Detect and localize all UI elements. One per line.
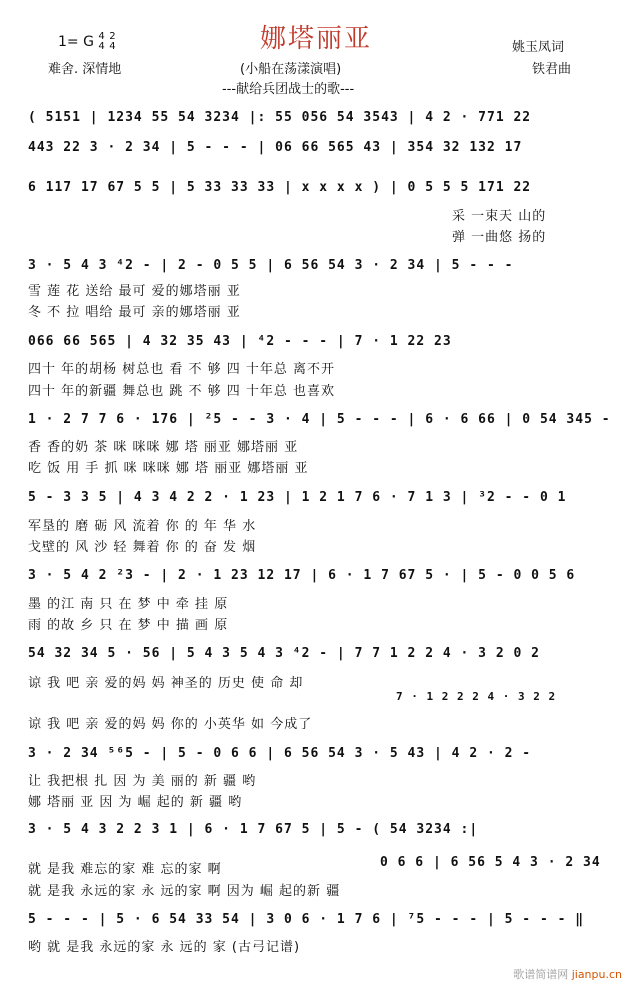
score-line-10: 3 · 2 34 ⁵⁶5 - | 5 - 0 6 6 | 6 56 54 3 · 5 43 | 4 2 · 2 - bbox=[28, 746, 532, 761]
key-signature bbox=[58, 32, 116, 52]
score-line-12: 5 - - - | 5 · 6 54 33 54 | 3 0 6 · 1 7 6 | ⁷5 - - - | 5 - - - ‖ bbox=[28, 912, 585, 927]
lyric-line-3: 雪 莲 花 送给 最可 爱的娜塔丽 亚 bbox=[28, 284, 241, 299]
lyric-line-12: 雨 的故 乡 只 在 梦 中 描 画 原 bbox=[28, 618, 229, 633]
lyric-line-15: 让 我把根 扎 因 为 美 丽的 新 疆 哟 bbox=[28, 774, 257, 789]
lyric-line-13: 谅 我 吧 亲 爱的妈 妈 神圣的 历史 使 命 却 bbox=[28, 676, 304, 691]
inline-score-1: 7 · 1 2 2 2 4 · 3 2 2 bbox=[396, 690, 557, 703]
lyricist-credit: 姚玉凤词 bbox=[512, 40, 565, 55]
score-line-7: 5 - 3 3 5 | 4 3 4 2 2 · 1 23 | 1 2 1 7 6 · 7 1 3 | ³2 - - 0 1 bbox=[28, 490, 567, 505]
lyric-line-8: 吃 饭 用 手 抓 咪 咪咪 娜 塔 丽亚 娜塔丽 亚 bbox=[28, 461, 309, 476]
watermark-domain: jianpu.cn bbox=[571, 968, 622, 981]
meter-4-4: 4 4 bbox=[98, 31, 105, 52]
lyric-line-10: 戈壁的 风 沙 轻 舞着 你 的 奋 发 烟 bbox=[28, 540, 257, 555]
lyric-line-9: 军垦的 磨 砺 风 流着 你 的 年 华 水 bbox=[28, 519, 257, 534]
lyric-line-5: 四十 年的胡杨 树总也 看 不 够 四 十年总 离不开 bbox=[28, 362, 336, 377]
lyric-line-11: 墨 的江 南 只 在 梦 中 牵 挂 原 bbox=[28, 597, 229, 612]
key-label: 1= G bbox=[58, 34, 94, 50]
meter-2-4: 2 4 bbox=[109, 31, 116, 52]
site-watermark bbox=[513, 966, 622, 982]
lyric-line-16: 娜 塔丽 亚 因 为 崛 起的 新 疆 哟 bbox=[28, 795, 243, 810]
score-line-3: 6 117 17 67 5 5 | 5 33 33 33 | x x x x ) | 0 5 5 5 171 22 bbox=[28, 180, 532, 195]
inline-score-2: 0 6 6 | 6 56 5 4 3 · 2 34 bbox=[380, 855, 601, 870]
score-line-8: 3 · 5 4 2 ²3 - | 2 · 1 23 12 17 | 6 · 1 7 67 5 · | 5 - 0 0 5 6 bbox=[28, 568, 576, 583]
lyric-line-19: 哟 就 是我 永远的家 永 远的 家 (古弓记谱) bbox=[28, 940, 301, 955]
composer-credit: 铁君曲 bbox=[532, 62, 572, 77]
score-line-4: 3 · 5 4 3 ⁴2 - | 2 - 0 5 5 | 6 56 54 3 · 2 34 | 5 - - - bbox=[28, 258, 514, 273]
watermark-site: 歌谱简谱网 bbox=[513, 968, 569, 981]
lyric-line-2: 弹 一曲悠 扬的 bbox=[452, 230, 547, 245]
dedication: ---献给兵团战士的歌--- bbox=[222, 82, 355, 97]
lyric-line-4: 冬 不 拉 唱给 最可 亲的娜塔丽 亚 bbox=[28, 305, 241, 320]
lyric-line-18: 就 是我 永远的家 永 远的家 啊 因为 崛 起的新 疆 bbox=[28, 884, 341, 899]
score-line-11: 3 · 5 4 3 2 2 3 1 | 6 · 1 7 67 5 | 5 - ( 54 3234 :| bbox=[28, 822, 479, 837]
lyric-line-7: 香 香的奶 茶 咪 咪咪 娜 塔 丽亚 娜塔丽 亚 bbox=[28, 440, 299, 455]
score-line-6: 1 · 2 7 7 6 · 176 | ²5 - - 3 · 4 | 5 - - - | 6 · 6 66 | 0 54 345 - bbox=[28, 412, 611, 427]
song-title: 娜塔丽亚 bbox=[259, 24, 372, 54]
tempo-marking: 难舍. 深情地 bbox=[48, 62, 122, 77]
score-line-9: 54 32 34 5 · 56 | 5 4 3 5 4 3 ⁴2 - | 7 7 1 2 2 4 · 3 2 0 2 bbox=[28, 646, 540, 661]
lyric-line-6: 四十 年的新疆 舞总也 跳 不 够 四 十年总 也喜欢 bbox=[28, 384, 336, 399]
lyric-line-17: 就 是我 难忘的家 难 忘的家 啊 bbox=[28, 862, 222, 877]
song-subtitle: (小船在荡漾演唱) bbox=[240, 62, 342, 77]
lyric-line-1: 采 一束天 山的 bbox=[452, 209, 547, 224]
score-line-2: 443 22 3 · 2 34 | 5 - - - | 06 66 565 43 | 354 32 132 17 bbox=[28, 140, 523, 155]
score-line-5: 066 66 565 | 4 32 35 43 | ⁴2 - - - | 7 · 1 22 23 bbox=[28, 334, 452, 349]
score-line-1: ( 5151 | 1234 55 54 3234 |: 55 056 54 3543 | 4 2 · 771 22 bbox=[28, 110, 532, 125]
lyric-line-14: 谅 我 吧 亲 爱的妈 妈 你的 小英华 如 今成了 bbox=[28, 717, 313, 732]
